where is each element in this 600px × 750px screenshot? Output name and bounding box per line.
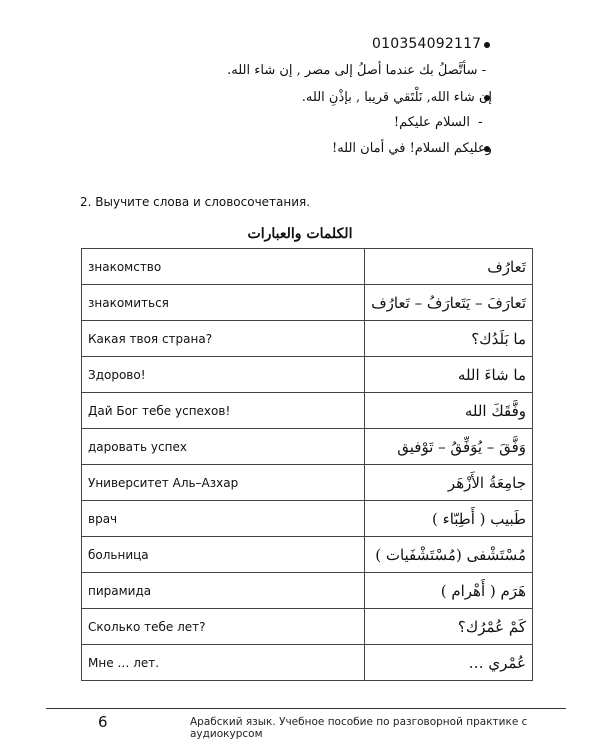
- table-row: [82, 285, 533, 321]
- russian-cell: Сколько тебе лет?: [82, 609, 365, 645]
- arabic-cell: وفَّقَكَ الله: [365, 393, 533, 429]
- footer-text: Арабский язык. Учебное пособие по разговорной практике с аудиокурсом: [190, 716, 528, 740]
- vocabulary-table: [81, 248, 533, 681]
- arabic-cell: هَرَم ( أَهْرام ): [365, 573, 533, 609]
- dialogue-line: - سأتَّصلُ بك عندما أصلُ إلى مصر , إن شاء الله.: [227, 63, 486, 78]
- russian-cell: Какая твоя страна?: [82, 321, 365, 357]
- russian-cell: больница: [82, 537, 365, 573]
- russian-cell: Мне … лет.: [82, 645, 365, 681]
- arabic-cell: جامِعَةُ الأَزْهَر: [365, 465, 533, 501]
- russian-cell: знакомство: [82, 249, 365, 285]
- dialogue-dash: -: [478, 115, 483, 130]
- table-row: [82, 645, 533, 681]
- arabic-cell: تَعارَفَ – يَتَعارَفُ – تَعارُف: [365, 285, 533, 321]
- russian-cell: Университет Аль–Азхар: [82, 465, 365, 501]
- dialogue-line: السلام عليكم!: [393, 115, 470, 130]
- table-row: [82, 573, 533, 609]
- arabic-cell: ما بَلَدُك؟: [365, 321, 533, 357]
- russian-cell: пирамида: [82, 573, 365, 609]
- table-row: [82, 393, 533, 429]
- arabic-cell: تَعارُف: [365, 249, 533, 285]
- page-number: 6: [98, 713, 108, 731]
- russian-cell: знакомиться: [82, 285, 365, 321]
- arabic-cell: كَمْ عُمْرُك؟: [365, 609, 533, 645]
- table-row: [82, 249, 533, 285]
- task-heading: 2. Выучите слова и словосочетания.: [80, 195, 311, 209]
- table-row: [82, 501, 533, 537]
- table-row: [82, 609, 533, 645]
- arabic-cell: مُسْتَشْفى (مُسْتَشْفَيات ): [365, 537, 533, 573]
- table-row: [82, 357, 533, 393]
- table-row: [82, 537, 533, 573]
- russian-cell: Здорово!: [82, 357, 365, 393]
- arabic-cell: طَبيب ( أَطِبّاء ): [365, 501, 533, 537]
- russian-cell: даровать успех: [82, 429, 365, 465]
- table-row: [82, 429, 533, 465]
- bullet-icon: [484, 42, 490, 48]
- footer-divider: [46, 708, 566, 709]
- arabic-cell: وَفَّقَ – يُوَفِّقُ – تَوْفيق: [365, 429, 533, 465]
- arabic-cell: عُمْري …: [365, 645, 533, 681]
- russian-cell: врач: [82, 501, 365, 537]
- phone-number: 010354092117: [372, 36, 482, 52]
- arabic-cell: ما شاءَ الله: [365, 357, 533, 393]
- russian-cell: Дай Бог тебе успехов!: [82, 393, 365, 429]
- table-title: الكلمات والعبارات: [247, 226, 353, 242]
- table-row: [82, 321, 533, 357]
- table-row: [82, 465, 533, 501]
- dialogue-line: إن شاء الله, نَلْتَقي قريبا , بإذْنِ الله.: [301, 90, 492, 105]
- dialogue-line: وعليكم السلام! في أمان الله!: [331, 141, 492, 156]
